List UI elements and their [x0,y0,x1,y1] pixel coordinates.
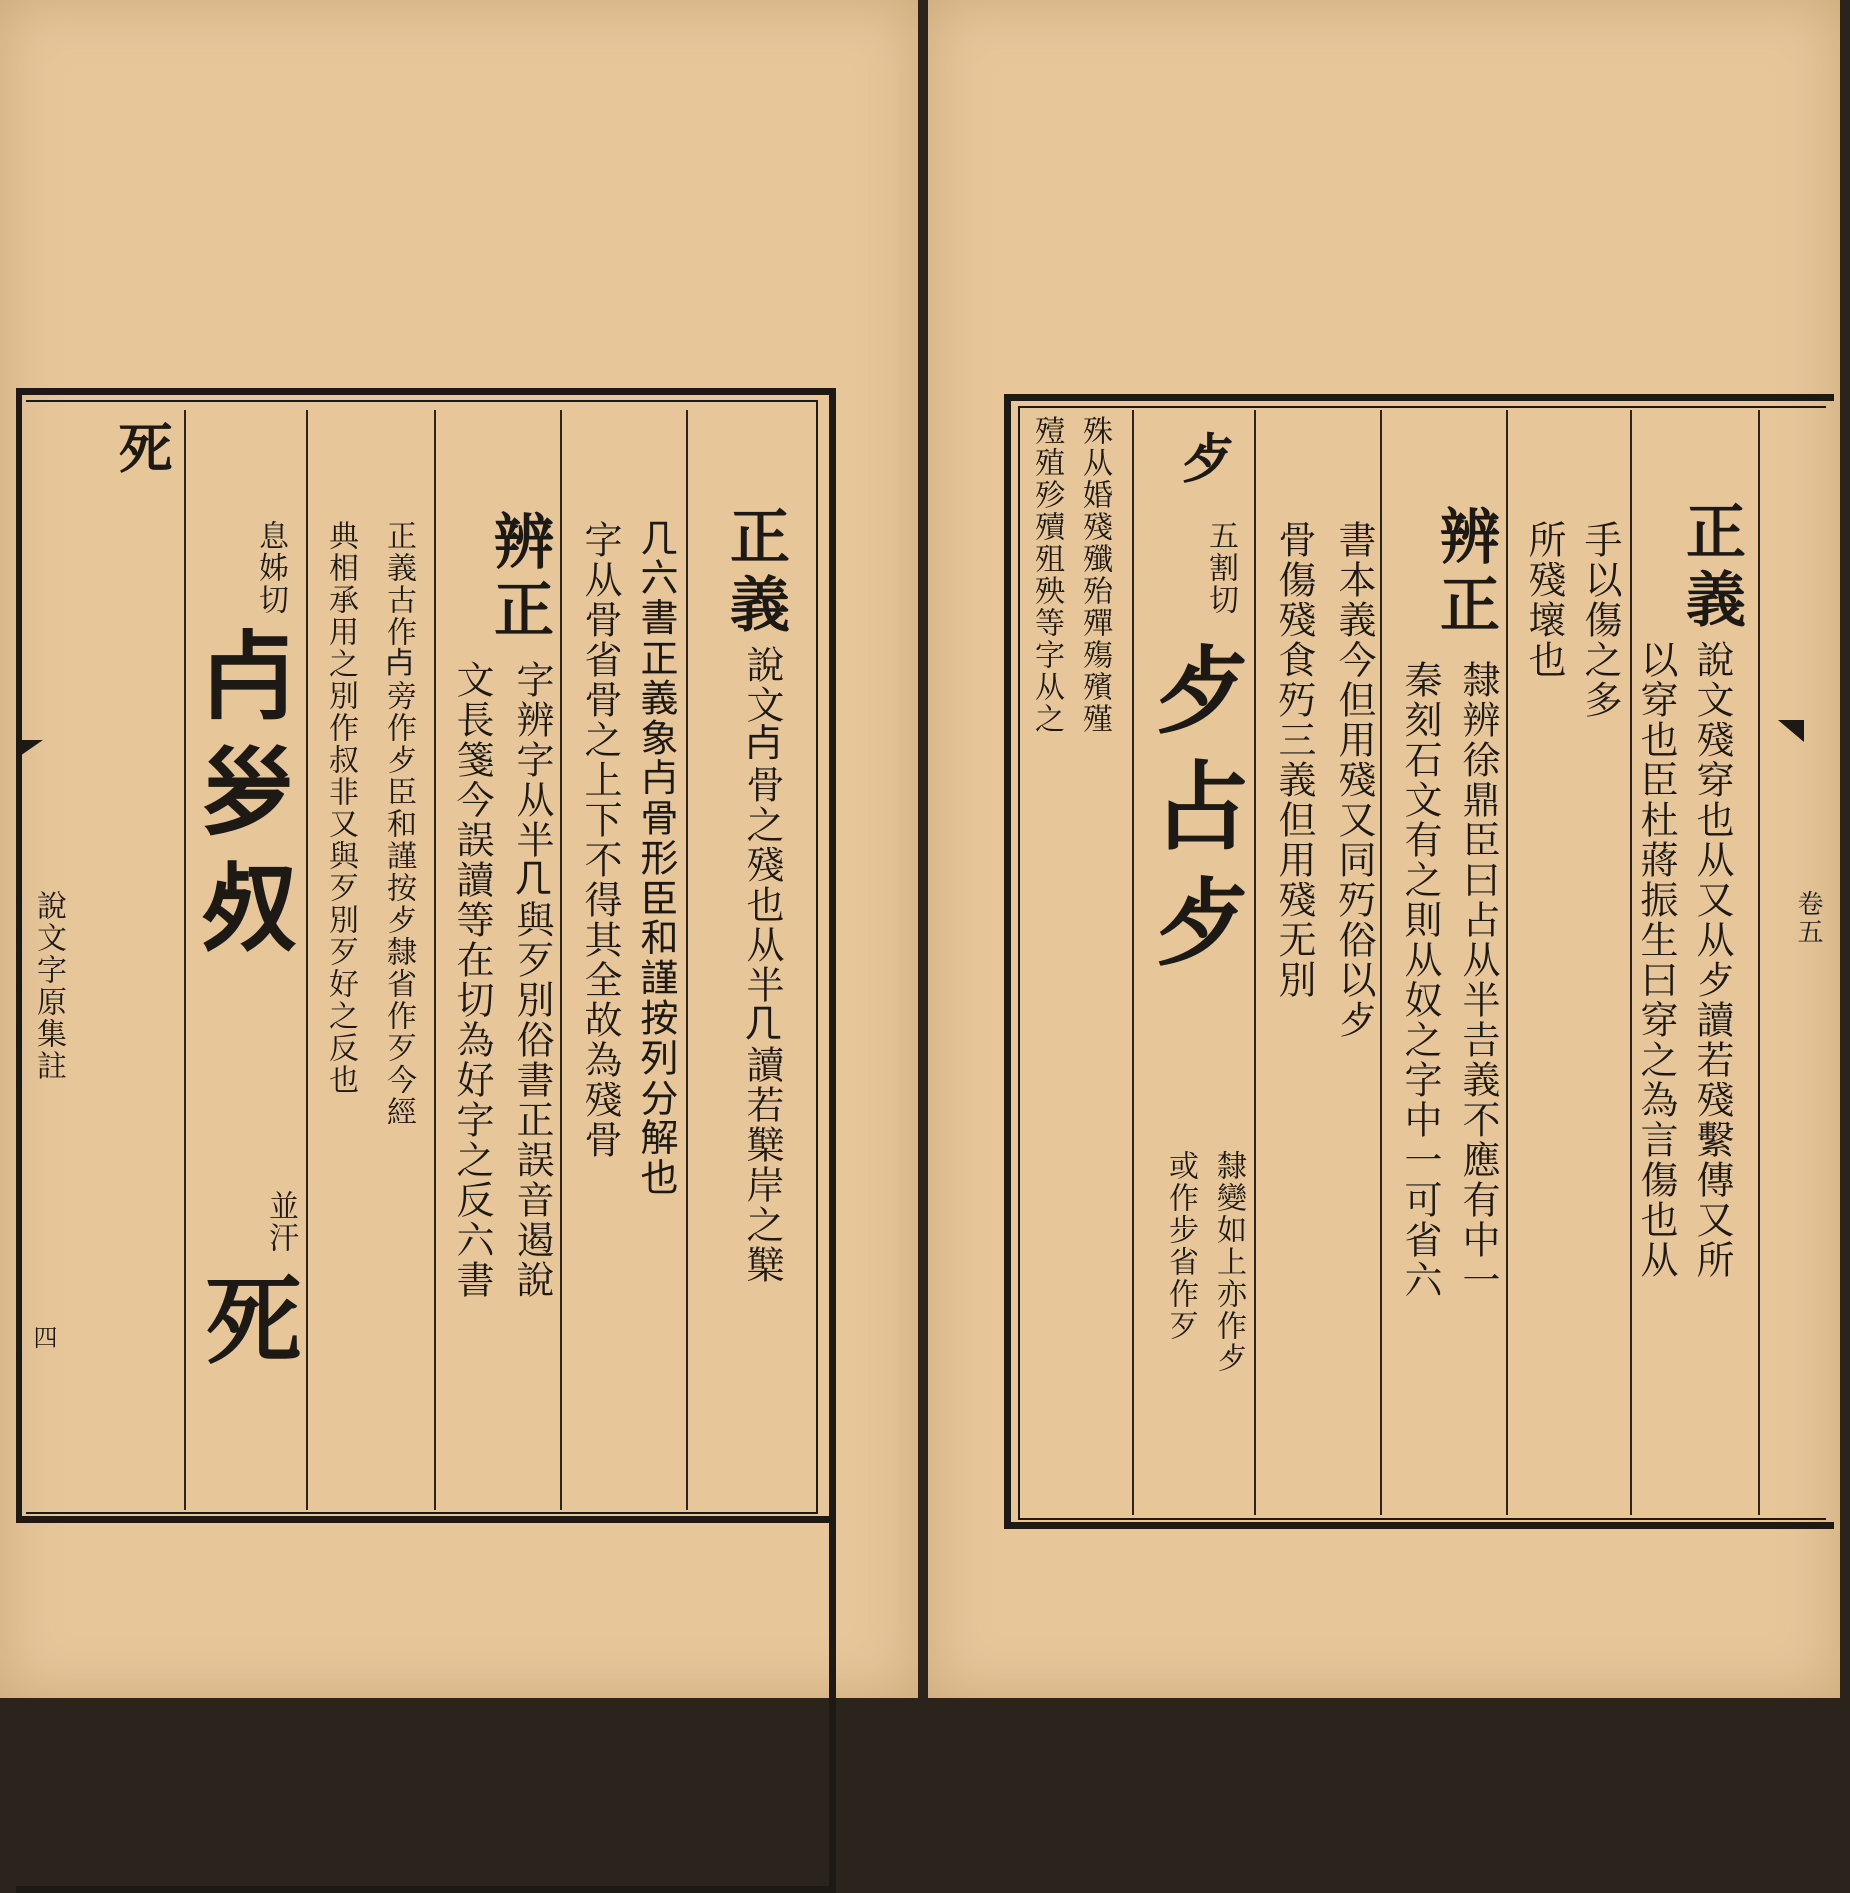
left-fish-tail [17,740,43,758]
left-page-number: 四 [29,1325,57,1351]
top-character: 歺 [1172,430,1236,486]
variant-note: 或作步省作歹 [1163,1150,1198,1342]
large-character: 死 [190,1270,303,1386]
column-heading: 辨正 [484,510,554,646]
reading-note: 五割切 [1203,520,1238,616]
column-text: 以穿也臣杜蔣振生曰穿之為言傷也从 [1634,640,1678,1280]
column-text: 所殘壞也 [1522,520,1566,680]
right-fish-tail [1778,720,1804,742]
book-gutter [918,0,928,1698]
variant-note: 隸變如上亦作歺 [1211,1150,1246,1374]
column-heading: 辨正 [1430,505,1500,641]
column-text: 骨傷殘食㱙三義但用殘无別 [1272,520,1316,1000]
column-text: 𠘧六書正義象𣦵骨形臣和謹按列分解也 [636,520,680,1200]
right-page [928,0,1840,1698]
right-rule [1254,410,1256,1515]
right-frame-bottom-line [1004,1522,1834,1529]
left-frame-right-line [829,388,836,1523]
right-rule [1380,410,1382,1515]
right-rule [1630,410,1632,1515]
left-page [0,0,918,1698]
column-text: 字辨字从半𠘧與歹別俗書正誤音遏說 [510,660,554,1300]
left-frame-inner-line [26,400,818,1514]
right-frame-left-line [1004,394,1011,1529]
column-text: 手以傷之多 [1578,520,1622,720]
column-text: 殊从婚殘殲殆殫殤殯殣 [1077,415,1112,735]
right-rule [1132,410,1134,1515]
column-text: 殪殖殄殰殂殃等字从之 [1029,415,1064,735]
column-heading: 正義 [1676,500,1746,636]
column-text: 字从骨省骨之上下不得其全故為殘骨 [578,520,622,1160]
column-text: 典相承用之別作叔非又與歹別歹好之反也 [323,520,358,1096]
column-text: 書本義今但用殘又同㱙俗以歺 [1332,520,1376,1040]
column-text: 秦刻石文有之則从奴之字中一可省六 [1398,660,1442,1300]
left-margin-title: 說文字原集註 [31,890,66,1082]
left-margin-strip [16,395,22,1520]
left-rule [434,410,436,1510]
reading-note: 並汗 [263,1190,298,1254]
column-text: 正義古作𣦵旁作歺臣和謹按歺隸省作歹今經 [381,520,416,1128]
seal-character: 歺占歺 [1138,640,1251,988]
right-rule [1758,410,1760,1515]
left-rule [306,410,308,1510]
column-text: 文長箋今誤讀等在切為好字之反六書 [450,660,494,1300]
seal-character: 𣦵𣧄𣦼 [190,630,303,978]
column-text: 說文殘穿也从又从歺讀若殘繫傳又所 [1690,640,1734,1280]
left-rule [686,410,688,1510]
column-heading: 正義 [720,505,790,641]
left-frame-top-line [16,388,836,395]
right-frame-top-line [1004,394,1834,401]
reading-note: 息姊切 [253,520,288,616]
right-margin-title: 卷五 [1793,890,1823,946]
right-page-edge [1840,0,1850,1698]
edge-character: 死 [110,420,174,476]
column-text: 隸辨徐鼎臣曰占从半𠮷義不應有中一 [1456,660,1500,1300]
left-rule [184,410,186,1510]
column-text: 說文𣦵骨之殘也从半𠘧讀若櫱岸之櫱 [740,645,784,1285]
left-frame-bottom-line [16,1516,836,1523]
